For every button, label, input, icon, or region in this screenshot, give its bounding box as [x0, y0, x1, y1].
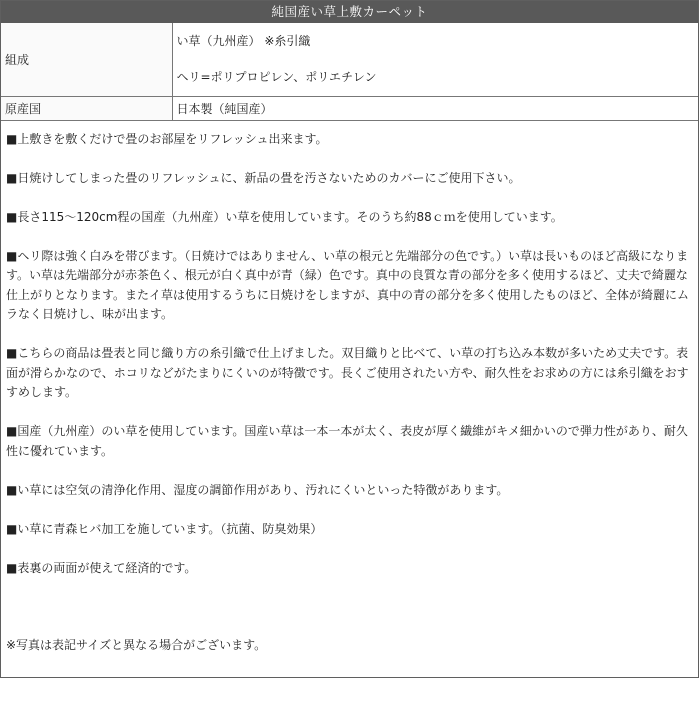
composition-edge: ヘリ=ポリプロピレン、ポリエチレン: [176, 70, 377, 85]
spec-row-composition: [1, 23, 698, 96]
spec-table: [1, 23, 698, 121]
description-paragraph: ■上敷きを敷くだけで畳のお部屋をリフレッシュ出来ます。: [6, 131, 328, 146]
description-paragraph: ■ヘリ際は強く白みを帯びます。（日焼けではありません、い草の根元と先端部分の色です。）い草は長いものほど高級になります。い草は先端部分が赤茶色く、根元が白く真中が青（緑）色です。真中の良質な青の部分を多く使用するほど、丈夫で綺麗な仕上がりとなります。またイ草は使用するうちに日焼けをしますが、真中の青の部分を多く使用したものほど、全体が綺麗にムラなく日焼けし、味が出ます。: [6, 248, 690, 321]
composition-value: [172, 23, 698, 96]
description-paragraph: ■国産（九州産）のい草を使用しています。国産い草は一本一本が太く、表皮が厚く繊維がキメ細かいので弾力性があり、耐久性に優れています。: [6, 424, 688, 458]
product-title-bar: 純国産い草上敷カーペット: [1, 1, 698, 23]
spec-row-origin: [1, 96, 698, 120]
description: [1, 121, 698, 656]
description-paragraph: ■日焼けしてしまった畳のリフレッシュに、新品の畳を汚さないためのカバーにご使用下さい。: [6, 170, 521, 185]
description-paragraph: ■長さ115～120cm程の国産（九州産）い草を使用しています。そのうち約88ｃｍを使用しています。: [6, 209, 563, 224]
composition-label: 組成: [1, 23, 172, 96]
description-paragraph: ■こちらの商品は畳表と同じ織り方の糸引織で仕上げました。双目織りと比べて、い草の打ち込み本数が多いため丈夫です。表面が滑らかなので、ホコリなどがたまりにくいのが特徴です。長くご使用されたい方や、耐久性をお求めの方には糸引織をおすすめします。: [6, 346, 689, 399]
composition-material: い草（九州産） ※糸引織: [176, 34, 311, 49]
origin-label: 原産国: [1, 96, 172, 120]
photo-disclaimer: ※写真は表記サイズと異なる場合がございます。: [6, 638, 267, 652]
description-paragraph: ■表裏の両面が使えて経済的です。: [6, 560, 197, 575]
description-paragraph: ■い草には空気の清浄化作用、湿度の調節作用があり、汚れにくいといった特徴があります。: [6, 482, 509, 497]
description-paragraph: ■い草に青森ヒバ加工を施しています。（抗菌、防臭効果）: [6, 521, 323, 536]
origin-value: 日本製（純国産）: [172, 96, 698, 120]
